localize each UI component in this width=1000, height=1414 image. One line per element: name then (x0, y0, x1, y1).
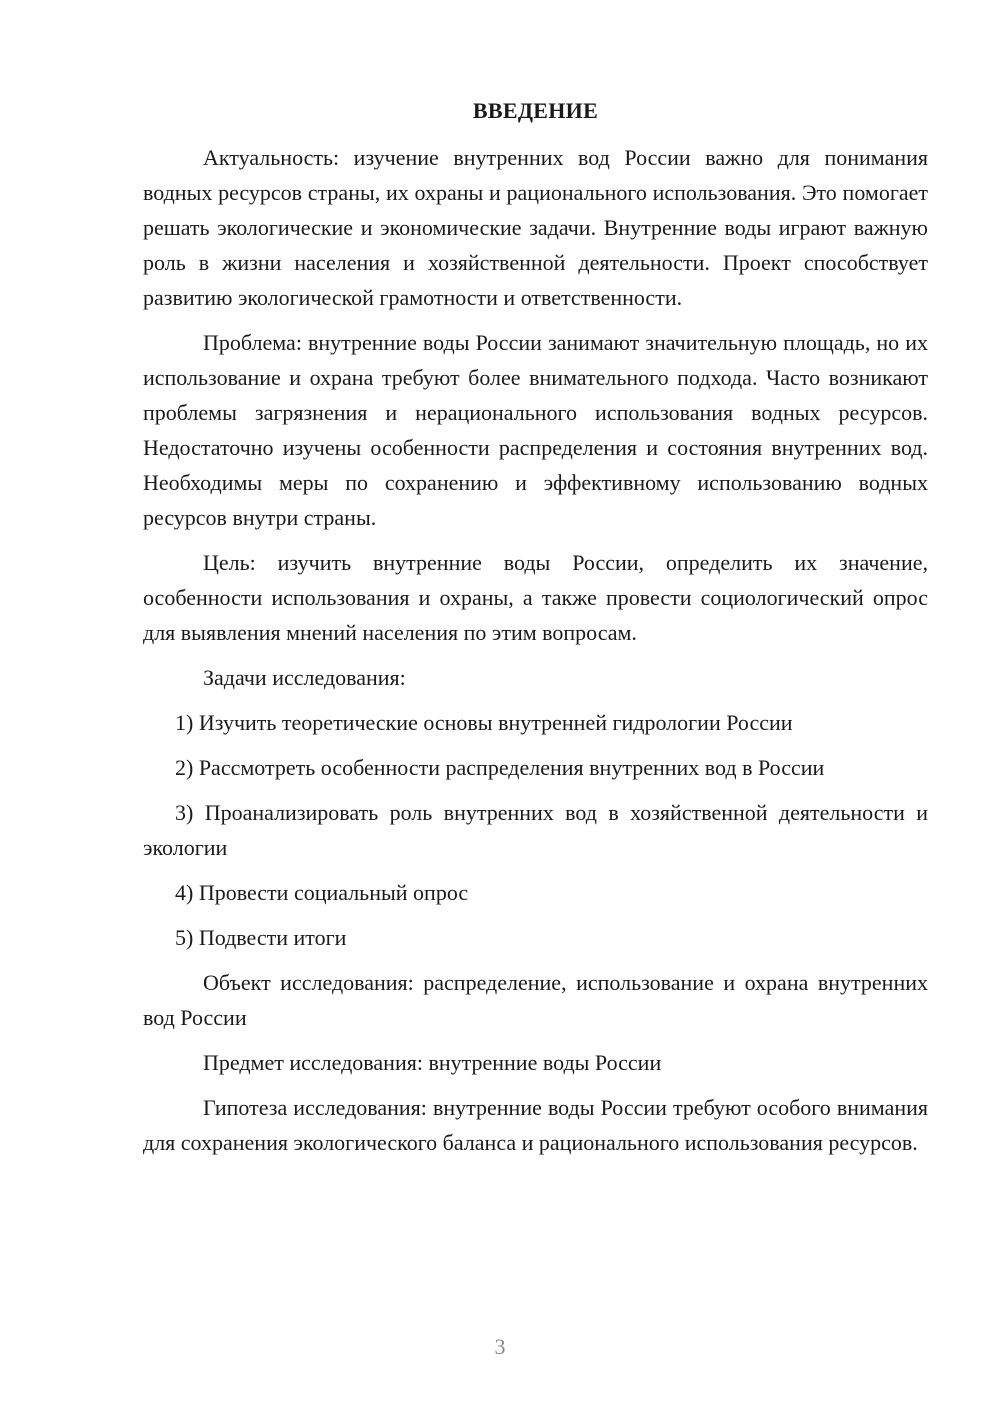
document-page (143, 96, 928, 1170)
section-title: ВВЕДЕНИЕ (472, 98, 599, 123)
task-item-4: 4) Провести социальный опрос (175, 880, 469, 905)
task-item-1: 1) Изучить теоретические основы внутренней гидрологии России (175, 710, 793, 735)
paragraph-goal: Цель: изучить внутренние воды России, определить их значение, особенности использования и охраны, а также провести социологический опрос для выявления мнений населения по этим вопросам. (143, 550, 928, 645)
paragraph-object: Объект исследования: распределение, использование и охрана внутренних вод России (143, 970, 928, 1030)
task-item-2: 2) Рассмотреть особенности распределения внутренних вод в России (175, 755, 825, 780)
paragraph-problem: Проблема: внутренние воды России занимают значительную площадь, но их использование и охрана требуют более внимательного подхода. Часто возникают проблемы загрязнения и нерационального использования водных ресурсов. Недостаточно изучены особенности распределения и состояния внутренних вод. Необходимы меры по сохранению и эффективному использованию водных ресурсов внутри страны. (143, 330, 928, 530)
tasks-heading: Задачи исследования: (203, 665, 406, 690)
page-number: 3 (494, 1334, 506, 1359)
task-item-3: 3) Проанализировать роль внутренних вод в хозяйственной деятельности и экологии (143, 800, 928, 860)
task-item-5: 5) Подвести итоги (175, 925, 347, 950)
paragraph-hypothesis: Гипотеза исследования: внутренние воды России требуют особого внимания для сохранения экологического баланса и рационального использования ресурсов. (143, 1095, 928, 1155)
paragraph-relevance: Актуальность: изучение внутренних вод России важно для понимания водных ресурсов страны, их охраны и рационального использования. Это помогает решать экологические и экономические задачи. Внутренние воды играют важную роль в жизни населения и хозяйственной деятельности. Проект способствует развитию экологической грамотности и ответственности. (143, 145, 928, 310)
paragraph-subject: Предмет исследования: внутренние воды России (203, 1050, 662, 1075)
